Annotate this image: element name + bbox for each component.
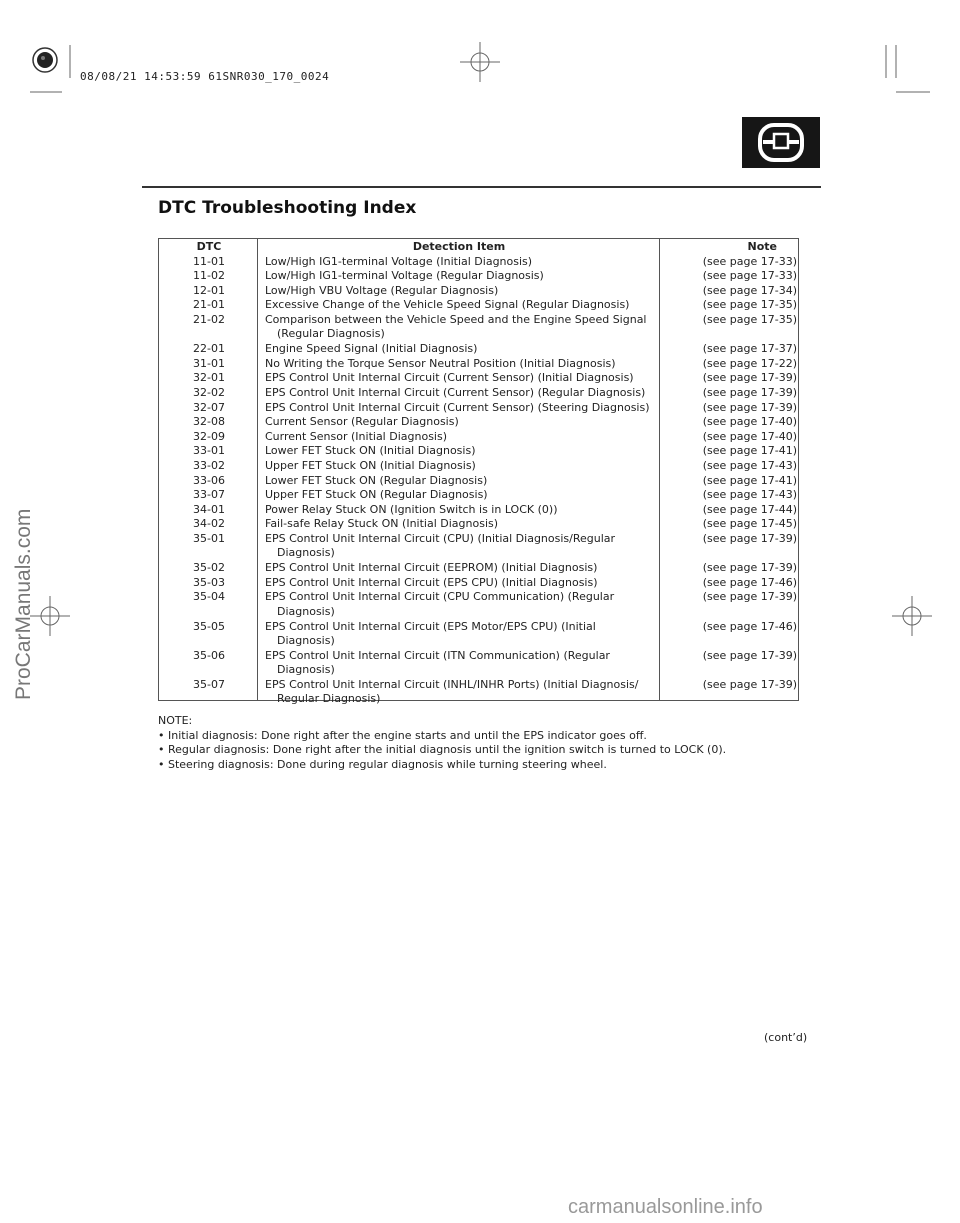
table-row (159, 474, 798, 489)
dtc-code: 33-02 (193, 458, 225, 472)
section-badge (742, 117, 820, 168)
detection-item (265, 576, 657, 591)
detection-item-line: Power Relay Stuck ON (Ignition Switch is in LOCK (0)) (265, 502, 558, 516)
dtc-code: 11-02 (193, 269, 225, 283)
table-row (159, 357, 798, 372)
detection-item (265, 474, 657, 489)
detection-item (265, 678, 657, 707)
detection-item (265, 590, 657, 619)
page-reference: (see page 17-41) (702, 444, 797, 458)
detection-item-line: EPS Control Unit Internal Circuit (INHL/INHR Ports) (Initial Diagnosis/ (265, 677, 639, 691)
detection-item (265, 561, 657, 576)
table-row (159, 284, 798, 299)
detection-item (265, 401, 657, 416)
dtc-code: 33-07 (193, 488, 225, 502)
table-row (159, 459, 798, 474)
page-reference: (see page 17-33) (702, 269, 797, 283)
table-row (159, 298, 798, 313)
dtc-code: 32-02 (193, 385, 225, 399)
table-row (159, 430, 798, 445)
detection-item-line: Upper FET Stuck ON (Initial Diagnosis) (265, 458, 476, 472)
table-row (159, 255, 798, 270)
dtc-code: 35-05 (193, 619, 225, 633)
page-reference: (see page 17-43) (702, 488, 797, 502)
table-row (159, 561, 798, 576)
detection-item-line: Regular Diagnosis) (277, 692, 381, 706)
detection-item-line: Upper FET Stuck ON (Regular Diagnosis) (265, 488, 488, 502)
page-reference: (see page 17-46) (702, 619, 797, 633)
column-header-item: Detection Item (412, 240, 506, 253)
table-row (159, 503, 798, 518)
detection-item-line: EPS Control Unit Internal Circuit (Current Sensor) (Steering Diagnosis) (265, 400, 650, 414)
page-reference: (see page 17-43) (702, 458, 797, 472)
page-reference: (see page 17-37) (702, 342, 797, 356)
page-reference: (see page 17-41) (702, 473, 797, 487)
dtc-code: 35-04 (193, 590, 225, 604)
note-item: • Regular diagnosis: Done right after the initial diagnosis until the ignition switch is turned to LOCK (0). (158, 743, 727, 757)
detection-item (265, 532, 657, 561)
page-reference: (see page 17-39) (702, 648, 797, 662)
dtc-code: 11-01 (193, 254, 225, 268)
detection-item (265, 386, 657, 401)
notes-label: NOTE: (158, 714, 193, 727)
page-reference: (see page 17-22) (702, 356, 797, 370)
bottom-watermark: carmanualsonline.info (568, 1196, 763, 1218)
dtc-code: 35-06 (193, 648, 225, 662)
page-reference: (see page 17-34) (702, 283, 797, 297)
header-rule (142, 186, 821, 188)
detection-item-line: Current Sensor (Regular Diagnosis) (265, 415, 459, 429)
page-reference: (see page 17-35) (702, 312, 797, 326)
side-watermark: ProCarManuals.com (12, 508, 35, 700)
table-row (159, 371, 798, 386)
page-reference: (see page 17-39) (702, 371, 797, 385)
detection-item-line: Diagnosis) (277, 663, 335, 677)
detection-item-line: Low/High IG1-terminal Voltage (Regular Diagnosis) (265, 269, 544, 283)
page-reference: (see page 17-39) (702, 400, 797, 414)
detection-item (265, 620, 657, 649)
page-reference: (see page 17-39) (702, 385, 797, 399)
dtc-code: 21-01 (193, 298, 225, 312)
dtc-code: 35-01 (193, 531, 225, 545)
page-reference: (see page 17-45) (702, 517, 797, 531)
table-row (159, 444, 798, 459)
table-row (159, 342, 798, 357)
page-reference: (see page 17-44) (702, 502, 797, 516)
table-row (159, 313, 798, 342)
dtc-code: 34-02 (193, 517, 225, 531)
detection-item-line: Diagnosis) (277, 546, 335, 560)
table-row (159, 532, 798, 561)
detection-item-line: Excessive Change of the Vehicle Speed Signal (Regular Diagnosis) (265, 298, 630, 312)
detection-item-line: Diagnosis) (277, 604, 335, 618)
page-reference: (see page 17-33) (702, 254, 797, 268)
detection-item (265, 269, 657, 284)
page-reference: (see page 17-39) (702, 531, 797, 545)
column-header-note: Note (747, 240, 777, 253)
table-row (159, 678, 798, 707)
detection-item (265, 488, 657, 503)
detection-item (265, 284, 657, 299)
detection-item-line: Lower FET Stuck ON (Initial Diagnosis) (265, 444, 476, 458)
table-row (159, 590, 798, 619)
steering-wheel-icon (742, 117, 820, 168)
table-row (159, 517, 798, 532)
page-reference: (see page 17-39) (702, 590, 797, 604)
dtc-code: 33-01 (193, 444, 225, 458)
table-row (159, 386, 798, 401)
detection-item-line: Current Sensor (Initial Diagnosis) (265, 429, 447, 443)
dtc-code: 33-06 (193, 473, 225, 487)
print-stamp: 08/08/21 14:53:59 61SNR030_170_0024 (80, 70, 330, 83)
detection-item-line: EPS Control Unit Internal Circuit (Current Sensor) (Regular Diagnosis) (265, 385, 646, 399)
detection-item (265, 444, 657, 459)
dtc-code: 35-07 (193, 677, 225, 691)
notes-block (158, 714, 818, 772)
table-row (159, 415, 798, 430)
page-reference: (see page 17-40) (702, 429, 797, 443)
table-row (159, 269, 798, 284)
dtc-code: 32-07 (193, 400, 225, 414)
page-title: DTC Troubleshooting Index (158, 198, 417, 218)
detection-item-line: Low/High VBU Voltage (Regular Diagnosis) (265, 283, 499, 297)
dtc-table (158, 238, 799, 706)
dtc-code: 21-02 (193, 312, 225, 326)
detection-item-line: Lower FET Stuck ON (Regular Diagnosis) (265, 473, 488, 487)
detection-item (265, 371, 657, 386)
column-header-dtc: DTC (196, 240, 222, 253)
dtc-code: 35-02 (193, 561, 225, 575)
detection-item (265, 459, 657, 474)
dtc-code: 32-09 (193, 429, 225, 443)
detection-item (265, 517, 657, 532)
table-row (159, 649, 798, 678)
dtc-code: 22-01 (193, 342, 225, 356)
detection-item (265, 357, 657, 372)
dtc-code: 32-01 (193, 371, 225, 385)
page-reference: (see page 17-40) (702, 415, 797, 429)
page-reference: (see page 17-39) (702, 561, 797, 575)
note-item: • Steering diagnosis: Done during regular diagnosis while turning steering wheel. (158, 757, 607, 771)
detection-item-line: EPS Control Unit Internal Circuit (CPU Communication) (Regular (265, 590, 615, 604)
dtc-code: 12-01 (193, 283, 225, 297)
table-row (159, 576, 798, 591)
detection-item (265, 298, 657, 313)
continued-label: (cont’d) (764, 1031, 808, 1044)
detection-item-line: No Writing the Torque Sensor Neutral Position (Initial Diagnosis) (265, 356, 616, 370)
detection-item-line: EPS Control Unit Internal Circuit (EPS Motor/EPS CPU) (Initial (265, 619, 596, 633)
note-item: • Initial diagnosis: Done right after the engine starts and until the EPS indicator goes off. (158, 728, 647, 742)
detection-item-line: EPS Control Unit Internal Circuit (EPS CPU) (Initial Diagnosis) (265, 575, 598, 589)
detection-item-line: EPS Control Unit Internal Circuit (CPU) (Initial Diagnosis/Regular (265, 531, 616, 545)
detection-item (265, 415, 657, 430)
dtc-code: 32-08 (193, 415, 225, 429)
detection-item (265, 342, 657, 357)
detection-item-line: EPS Control Unit Internal Circuit (Current Sensor) (Initial Diagnosis) (265, 371, 634, 385)
table-row (159, 488, 798, 503)
detection-item-line: EPS Control Unit Internal Circuit (ITN Communication) (Regular (265, 648, 610, 662)
detection-item (265, 255, 657, 270)
notes-list (158, 729, 818, 773)
dtc-code: 31-01 (193, 356, 225, 370)
page-reference: (see page 17-35) (702, 298, 797, 312)
detection-item-line: Low/High IG1-terminal Voltage (Initial Diagnosis) (265, 254, 533, 268)
dtc-code: 34-01 (193, 502, 225, 516)
detection-item-line: (Regular Diagnosis) (277, 327, 385, 341)
detection-item (265, 430, 657, 445)
detection-item (265, 503, 657, 518)
detection-item (265, 313, 657, 342)
dtc-code: 35-03 (193, 575, 225, 589)
detection-item-line: EPS Control Unit Internal Circuit (EEPROM) (Initial Diagnosis) (265, 561, 598, 575)
detection-item-line: Engine Speed Signal (Initial Diagnosis) (265, 342, 478, 356)
table-row (159, 620, 798, 649)
detection-item-line: Comparison between the Vehicle Speed and the Engine Speed Signal (265, 312, 647, 326)
detection-item-line: Fail-safe Relay Stuck ON (Initial Diagnosis) (265, 517, 499, 531)
page-reference: (see page 17-46) (702, 575, 797, 589)
detection-item (265, 649, 657, 678)
detection-item-line: Diagnosis) (277, 634, 335, 648)
page-reference: (see page 17-39) (702, 677, 797, 691)
table-row (159, 401, 798, 416)
